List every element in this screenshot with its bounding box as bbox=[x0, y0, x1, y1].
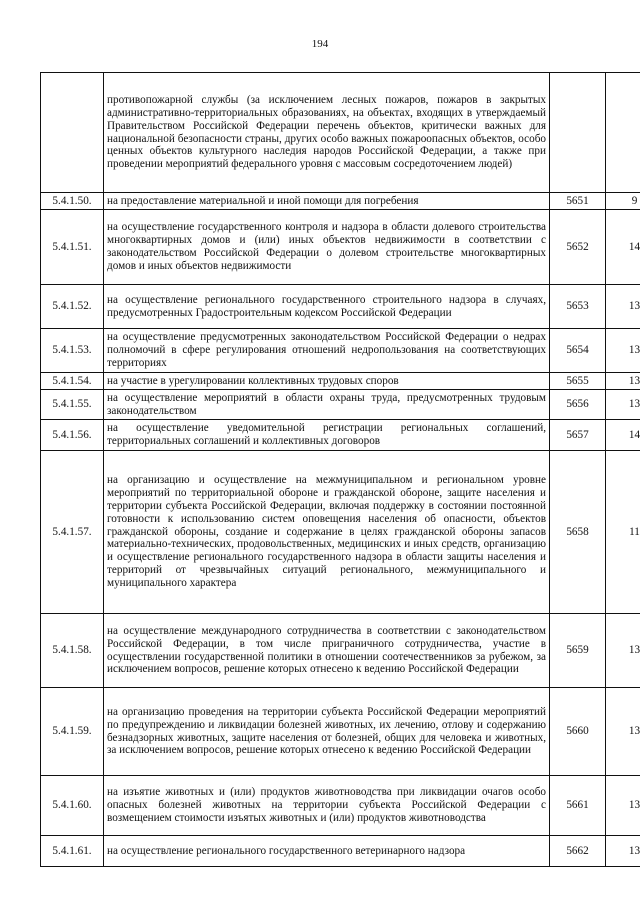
budget-classification-table bbox=[40, 72, 640, 867]
row-value: 13 bbox=[606, 836, 640, 867]
row-value: 14 bbox=[606, 420, 640, 451]
row-description: на осуществление международного сотрудничества в соответствии с законодательством Российской Федерации, в том числе приграничного сотрудничества, участие в осуществлении государственной политики в отношении соотечественников за рубежом, за исключением вопросов, решение которых отнесено к ведению Российской Федерации bbox=[104, 614, 550, 688]
row-value: 13 bbox=[606, 285, 640, 329]
row-code: 5.4.1.58. bbox=[41, 614, 104, 688]
row-value: 11 bbox=[606, 451, 640, 614]
table-row bbox=[41, 285, 640, 329]
row-code-number: 5660 bbox=[550, 688, 606, 776]
row-description: противопожарной службы (за исключением лесных пожаров, пожаров в закрытых административно-территориальных образованиях, на объектах, входящих в утверждаемый Правительством Российской Федерации перечень объектов, критически важных для национальной безопасности страны, других особо важных пожароопасных объектов, особо ценных объектов культурного наследия народов Российской Федерации, а также при проведении мероприятий федерального уровня с массовым сосредоточением людей) bbox=[104, 73, 550, 193]
row-code: 5.4.1.51. bbox=[41, 210, 104, 285]
row-code: 5.4.1.52. bbox=[41, 285, 104, 329]
row-description: на организацию проведения на территории субъекта Российской Федерации мероприятий по предупреждению и ликвидации болезней животных, их лечению, отлову и содержанию безнадзорных животных, защите населения от болезней, общих для человека и животных, за исключением вопросов, решение которых отнесено к ведению Российской Федерации bbox=[104, 688, 550, 776]
row-code-number: 5654 bbox=[550, 329, 606, 373]
row-code-number: 5653 bbox=[550, 285, 606, 329]
row-value: 13 bbox=[606, 614, 640, 688]
row-description: на осуществление мероприятий в области охраны труда, предусмотренных трудовым законодательством bbox=[104, 390, 550, 420]
row-code bbox=[41, 73, 104, 193]
table-row bbox=[41, 614, 640, 688]
row-code: 5.4.1.53. bbox=[41, 329, 104, 373]
row-value: 13 bbox=[606, 688, 640, 776]
table-row bbox=[41, 836, 640, 867]
table-row bbox=[41, 420, 640, 451]
row-description: на осуществление регионального государственного строительного надзора в случаях, предусмотренных Градостроительным кодексом Российской Федерации bbox=[104, 285, 550, 329]
row-code: 5.4.1.61. bbox=[41, 836, 104, 867]
table-row bbox=[41, 373, 640, 390]
page-number: 194 bbox=[311, 38, 329, 50]
row-code-number: 5662 bbox=[550, 836, 606, 867]
row-code-number: 5652 bbox=[550, 210, 606, 285]
table-row bbox=[41, 329, 640, 373]
table-row bbox=[41, 451, 640, 614]
row-code-number: 5658 bbox=[550, 451, 606, 614]
row-description: на осуществление регионального государственного ветеринарного надзора bbox=[104, 836, 550, 867]
table-row bbox=[41, 390, 640, 420]
row-code: 5.4.1.54. bbox=[41, 373, 104, 390]
row-code: 5.4.1.59. bbox=[41, 688, 104, 776]
table-row bbox=[41, 210, 640, 285]
table-row bbox=[41, 193, 640, 210]
row-value: 13 bbox=[606, 329, 640, 373]
row-value: 13 bbox=[606, 373, 640, 390]
row-code: 5.4.1.57. bbox=[41, 451, 104, 614]
row-code-number: 5655 bbox=[550, 373, 606, 390]
row-code-number: 5659 bbox=[550, 614, 606, 688]
row-value bbox=[606, 73, 640, 193]
row-value: 9 bbox=[606, 193, 640, 210]
row-description: на осуществление предусмотренных законодательством Российской Федерации о недрах полномочий в сфере регулирования отношений недропользования на соответствующих территориях bbox=[104, 329, 550, 373]
row-description: на осуществление государственного контроля и надзора в области долевого строительства многоквартирных домов и (или) иных объектов недвижимости в соответствии с законодательством Российской Федерации о долевом строительстве многоквартирных домов и иных объектов недвижимости bbox=[104, 210, 550, 285]
row-code: 5.4.1.50. bbox=[41, 193, 104, 210]
row-code-number: 5657 bbox=[550, 420, 606, 451]
row-description: на предоставление материальной и иной помощи для погребения bbox=[104, 193, 550, 210]
row-description: на изъятие животных и (или) продуктов животноводства при ликвидации очагов особо опасных болезней животных на территории субъекта Российской Федерации с возмещением стоимости изъятых животных и (или) продуктов животноводства bbox=[104, 776, 550, 836]
table-row bbox=[41, 688, 640, 776]
row-value: 14 bbox=[606, 210, 640, 285]
row-code-number: 5656 bbox=[550, 390, 606, 420]
row-code: 5.4.1.56. bbox=[41, 420, 104, 451]
row-value: 13 bbox=[606, 776, 640, 836]
row-code-number: 5661 bbox=[550, 776, 606, 836]
row-code: 5.4.1.55. bbox=[41, 390, 104, 420]
row-code-number: 5651 bbox=[550, 193, 606, 210]
row-code: 5.4.1.60. bbox=[41, 776, 104, 836]
table-row bbox=[41, 776, 640, 836]
row-description: на организацию и осуществление на межмуниципальном и региональном уровне мероприятий по территориальной обороне и гражданской обороне, защите населения и территории субъекта Российской Федерации, включая поддержку в состоянии постоянной готовности к использованию систем оповещения населения об опасности, объектов гражданской обороны, создание и содержание в целях гражданской обороны запасов материально-технических, продовольственных, медицинских и иных средств, организацию и осуществление регионального государственного надзора в области защиты населения и территорий от чрезвычайных ситуаций регионального, межмуниципального и муниципального характера bbox=[104, 451, 550, 614]
row-description: на участие в урегулировании коллективных трудовых споров bbox=[104, 373, 550, 390]
row-code-number bbox=[550, 73, 606, 193]
row-value: 13 bbox=[606, 390, 640, 420]
row-description: на осуществление уведомительной регистрации региональных соглашений, территориальных соглашений и коллективных договоров bbox=[104, 420, 550, 451]
table-row bbox=[41, 73, 640, 193]
